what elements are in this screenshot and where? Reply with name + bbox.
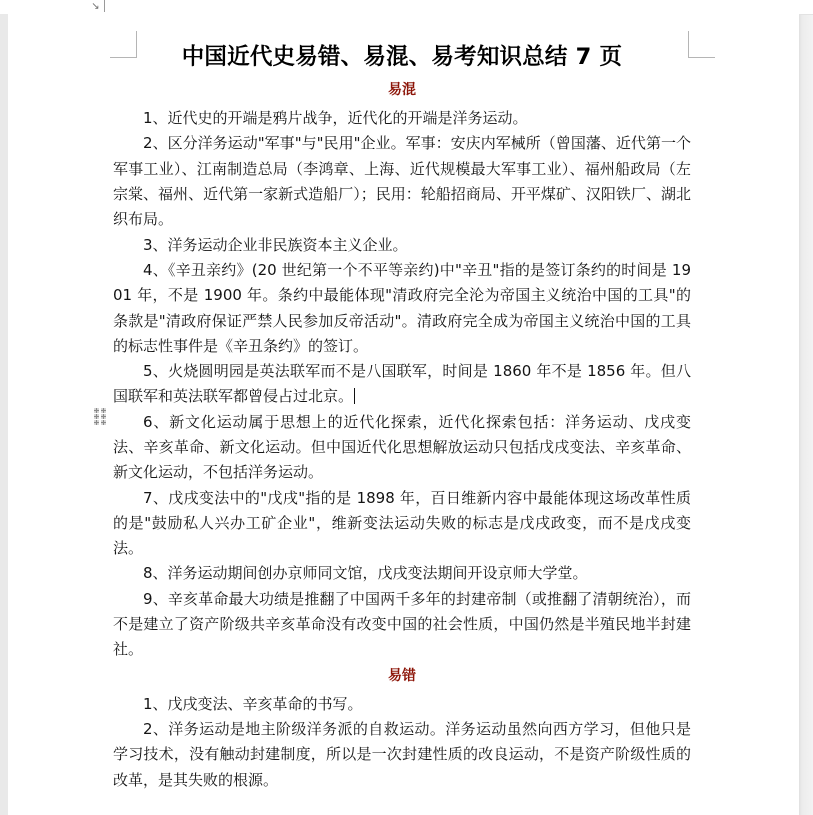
handle-dot	[94, 414, 99, 419]
section-heading-yicuo: 易错	[388, 667, 416, 684]
paragraph-item: 4、《辛丑亲约》(20 世纪第一个不平等亲约)中"辛丑"指的是签订条约的时间是 1901 年，不是 1900 年。条约中最能体现"清政府完全沦为帝国主义统治中国的工具"的条款是"清政府保证严禁人民参加反帝活动"。清政府完全成为帝国主义统治中国的工具的标志性事件是《辛丑条约》的签订。	[113, 260, 691, 355]
text-caret	[104, 0, 105, 12]
paragraph-item: 1、戊戌变法、辛亥革命的书写。	[143, 694, 363, 713]
document-page[interactable]	[9, 15, 798, 815]
section-heading-yihun: 易混	[388, 82, 416, 99]
page-title: 中国近代史易错、易混、易考知识总结 7 页	[181, 44, 623, 70]
paragraph-text: 5、火烧圆明园是英法联军而不是八国联军，时间是 1860 年不是 1856 年。但八国联军和英法联军都曾侵占过北京。	[113, 362, 691, 406]
handle-dot	[101, 420, 106, 425]
resize-arrow-icon[interactable]: ↘	[91, 1, 100, 12]
canvas-top-strip	[0, 0, 813, 15]
text-cursor	[354, 388, 355, 404]
paragraph-item: 7、戊戌变法中的"戊戌"指的是 1898 年，百日维新内容中最能体现这场改革性质的是"鼓励私人兴办工矿企业"，维新变法运动失败的标志是戊戌政变，而不是戊戌变法。	[113, 488, 691, 558]
document-body[interactable]	[113, 43, 691, 793]
handle-dot	[101, 408, 106, 413]
handle-dot	[101, 414, 106, 419]
handle-dot	[94, 408, 99, 413]
paragraph-item: 2、区分洋务运动"军事"与"民用"企业。军事：安庆内军械所（曾国藩、近代第一个军事工业）、江南制造总局（李鸿章、上海、近代规模最大军事工业）、福州船政局（左宗棠、福州、近代第一家新式造船厂）；民用：轮船招商局、开平煤矿、汉阳铁厂、湖北织布局。	[113, 134, 691, 229]
handle-dot	[94, 420, 99, 425]
margin-mark-top-right	[688, 31, 715, 58]
paragraph-item: 6、新文化运动属于思想上的近代化探索，近代化探索包括：洋务运动、戊戌变法、辛亥革命、新文化运动。但中国近代化思想解放运动只包括戊戌变法、辛亥革命、新文化运动，不包括洋务运动。	[113, 412, 691, 482]
paragraph-drag-handle[interactable]	[94, 408, 106, 426]
page-right-shadow	[798, 15, 813, 815]
paragraph-item: 1、近代史的开端是鸦片战争，近代化的开端是洋务运动。	[143, 109, 528, 128]
paragraph-item: 8、洋务运动期间创办京师同文馆，戊戌变法期间开设京师大学堂。	[143, 564, 588, 583]
paragraph-item-with-caret	[113, 359, 691, 410]
paragraph-item: 3、洋务运动企业非民族资本主义企业。	[143, 235, 408, 254]
paragraph-item: 9、辛亥革命最大功绩是推翻了中国两千多年的封建帝制（或推翻了清朝统治），而不是建立了资产阶级共辛亥革命没有改变中国的社会性质，中国仍然是半殖民地半封建社。	[113, 589, 691, 659]
left-scroll-gutter[interactable]	[0, 14, 9, 815]
paragraph-item: 2、洋务运动是地主阶级洋务派的自救运动。洋务运动虽然向西方学习，但他只是学习技术，没有触动封建制度，所以是一次封建性质的改良运动，不是资产阶级性质的改革，是其失败的根源。	[113, 719, 691, 789]
